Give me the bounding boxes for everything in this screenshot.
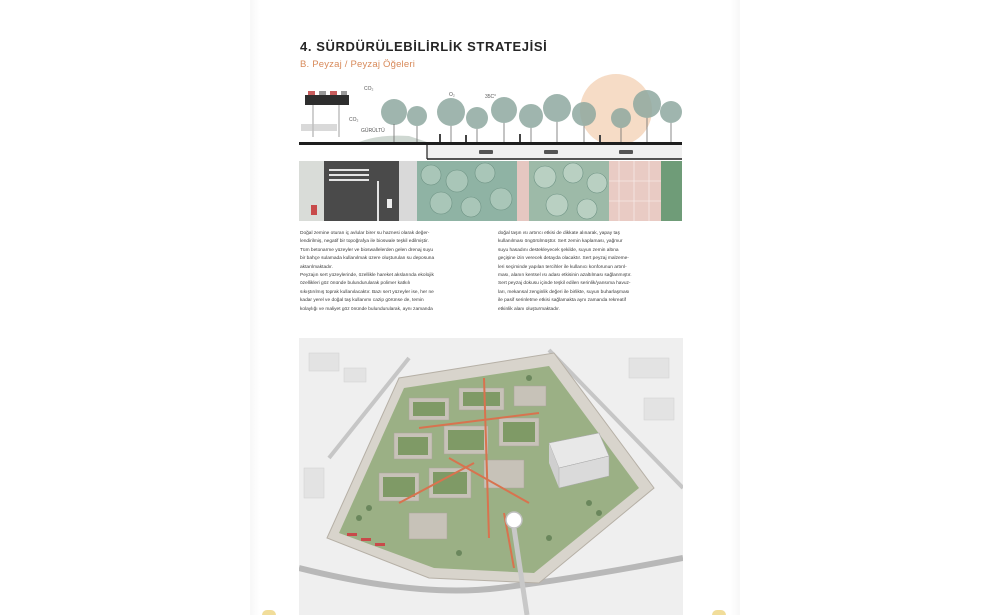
body-line: Sert peyzaj dokusu içinde teşkil edilen serinlik/yansıma havuz- (498, 281, 631, 287)
body-line: Tüm betonarme yüzeyler ve bioswallelerden gelen drenaj suyu (300, 247, 434, 253)
body-line: Doğal zemine oturan iç avlular birer su haznesi olarak değer- (300, 231, 430, 236)
body-line: kullanılması öngörülmüştür. Sert zemin kaplaması, yağmur (498, 239, 623, 245)
body-line: özellikleri göz önünde bulundurularak polimer katkılı (300, 281, 411, 287)
body-line: Peyzajın sert yüzeylerinde, özellikle hareket akslarında ekolojik (300, 273, 434, 279)
corner-mark-left (262, 610, 276, 615)
body-line: etkinlik alanı oluşturmaktadır. (498, 306, 560, 312)
page-edge-right (730, 0, 740, 615)
label-co2-mid: CO₂ (349, 117, 359, 123)
section-subtitle: B. Peyzaj / Peyzaj Öğeleri (300, 59, 416, 70)
body-line: doğal taşın ısı artırıcı etkisi de dikkate alınarak, yapay taş (498, 231, 620, 236)
page-edge-left (250, 0, 260, 615)
body-line: leri seçiminde yapılan tercihler ile kullanıcı konforunun artırıl- (498, 264, 627, 270)
body-line: ması, alanın kentsel ısı adası etkisinin azaltılması sağlanmıştır. (498, 273, 632, 279)
label-o2: O₂ (449, 92, 455, 98)
body-text-right (498, 230, 676, 314)
section-title: 4. SÜRDÜRÜLEBİLİRLİK STRATEJİSİ (300, 39, 548, 54)
aerial-site-rendering (299, 338, 683, 615)
body-line: bir bahçe sulamada kullanılmak üzere oluşturulan su deposuna (300, 256, 435, 262)
body-line: aktarılmaktadır. (300, 264, 333, 270)
body-line: ları, mekansal zenginlik değeri ile birlikte, suyun buharlaşması (498, 289, 630, 295)
body-line: ile pasif serinletme etkisi sağlamakta aynı zamanda rekreatif (498, 298, 626, 304)
body-line: lendirilmiş, negatif bir topoğrafya ile bioswale teşkil edilmiştir. (300, 239, 429, 245)
label-co2-top: CO₂ (364, 86, 374, 92)
body-line: suyu hasadını destekleyecek şekilde, suyun zemin altına (498, 247, 619, 253)
body-line: kolaylığı ve maliyet göz önünde bulundurularak, aynı zamanda (300, 306, 433, 312)
label-noise: GÜRÜLTÜ (361, 128, 385, 134)
landscape-plan-strip (299, 161, 682, 221)
label-temperature: 35C° (485, 94, 497, 100)
body-line: kadar yerel ve doğal taş kullanımı cazip görünse de, temin (300, 298, 424, 304)
body-line: sıkıştırılmış toprak kullanılacaktır. Bazı sert yüzeyler ise, her ne (300, 289, 434, 295)
body-text-left (300, 230, 478, 314)
landscape-cross-section (299, 74, 682, 161)
corner-mark-right (712, 610, 726, 615)
body-line: geçişine izin verecek detayda olacaktır. Sert peyzaj malzeme- (498, 256, 629, 262)
